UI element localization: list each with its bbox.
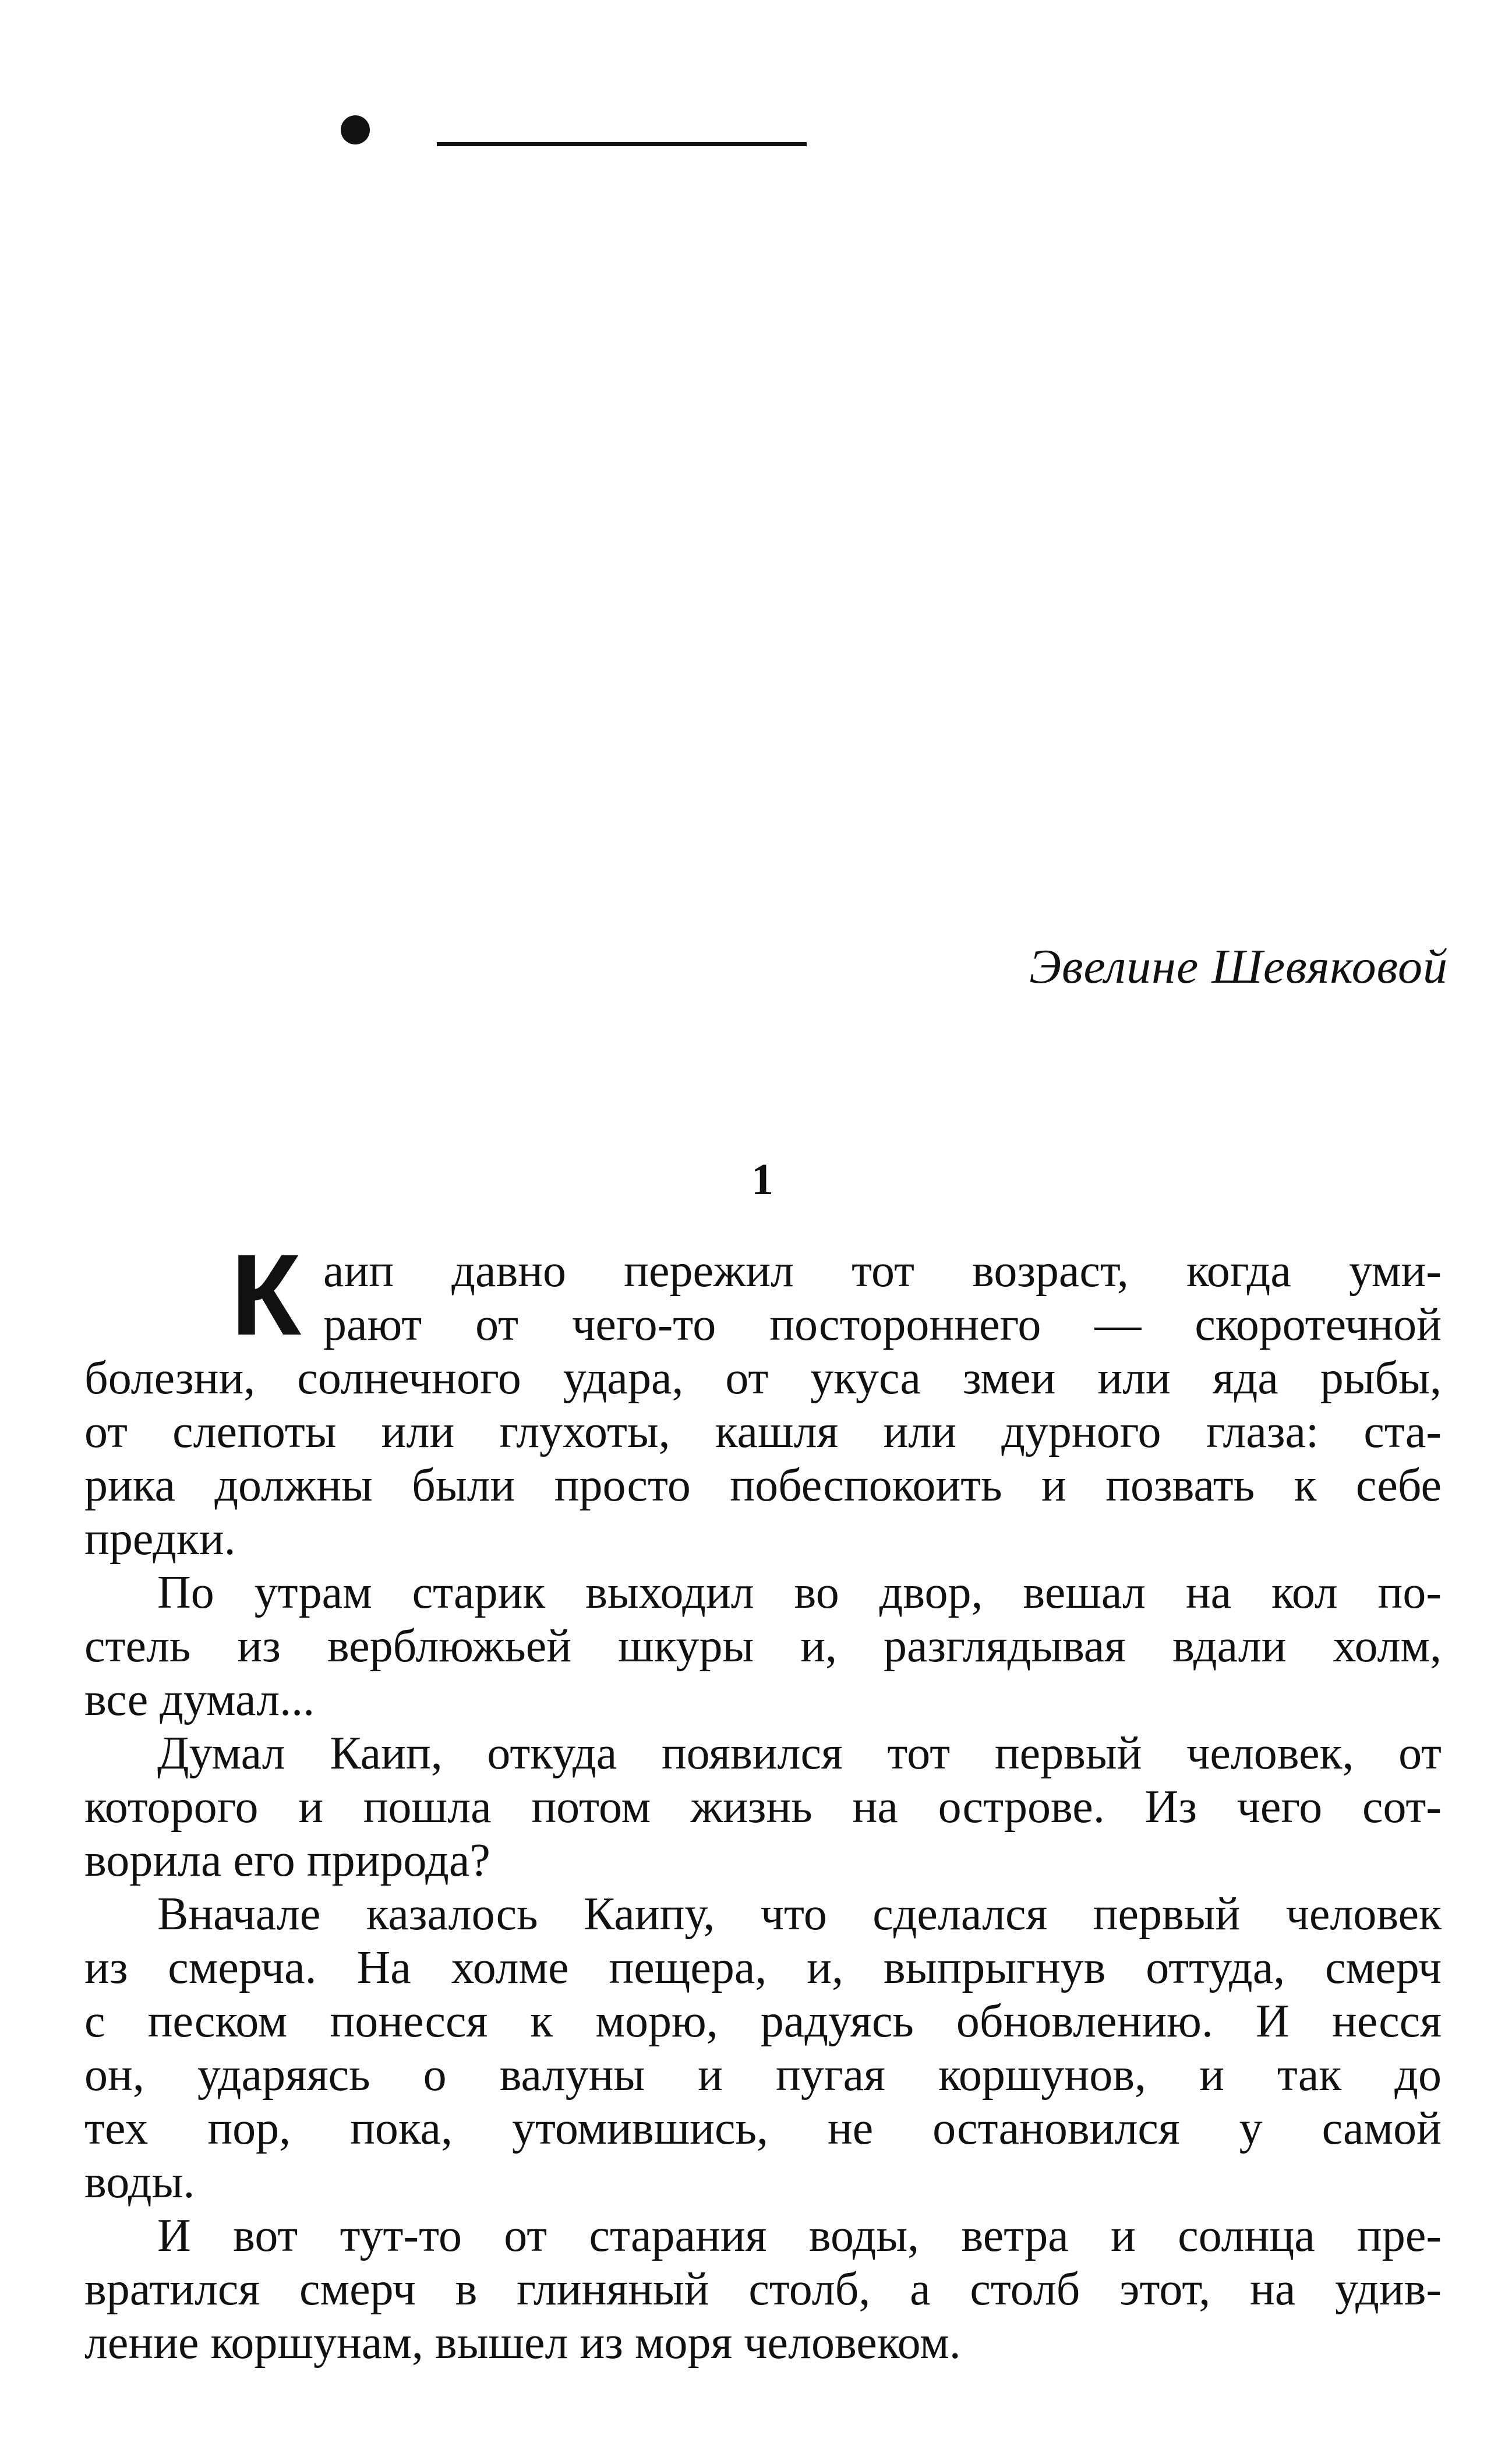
body-text [84,1230,1442,2370]
text-line: предки. [84,1513,236,1565]
text-line: он, ударяясь о валуны и пугая коршунов, и так до [84,2049,1442,2101]
bullet-dot [341,115,370,144]
dedication: Эвелине Шевяковой [1029,940,1448,994]
text-line: стель из верблюжьей шкуры и, разглядывая вдали холм, [84,1621,1442,1672]
text-line: с песком понесся к морю, радуясь обновлению. И несся [84,1996,1442,2047]
text-line: ворила его природа? [84,1835,490,1886]
text-line: все думал... [84,1674,315,1725]
text-line: Вначале казалось Каипу, что сделался первый человек [157,1889,1442,1940]
text-line: рика должны были просто побеспокоить и позвать к себе [84,1460,1442,1511]
text-line: болезни, солнечного удара, от укуса змеи или яда рыбы, [84,1353,1442,1404]
text-line: аип давно пережил тот возраст, когда уми- [323,1245,1442,1297]
text-line: И вот тут-то от старания воды, ветра и солнца пре- [157,2210,1442,2261]
text-line: вратился смерч в глиняный столб, а столб этот, на удив- [84,2264,1442,2315]
chapter-number: 1 [751,1155,773,1204]
text-line: которого и пошла потом жизнь на острове. Из чего сот- [84,1781,1442,1833]
text-line: из смерча. На холме пещера, и, выпрыгнув оттуда, смерч [84,1942,1442,1993]
header-rule [437,142,807,146]
text-line: рают от чего-то постороннего — скоротечной [323,1299,1442,1350]
drop-cap: К [231,1230,301,1359]
text-line: ление коршунам, вышел из моря человеком. [84,2317,961,2369]
text-line: тех пор, пока, утомившись, не остановился у самой [84,2103,1442,2154]
text-line: По утрам старик выходил во двор, вешал на кол по- [157,1567,1442,1618]
text-line: воды. [84,2156,195,2208]
text-line: от слепоты или глухоты, кашля или дурного глаза: ста- [84,1406,1442,1457]
header-ornament [341,111,807,146]
text-line: Думал Каип, откуда появился тот первый человек, от [157,1728,1442,1779]
